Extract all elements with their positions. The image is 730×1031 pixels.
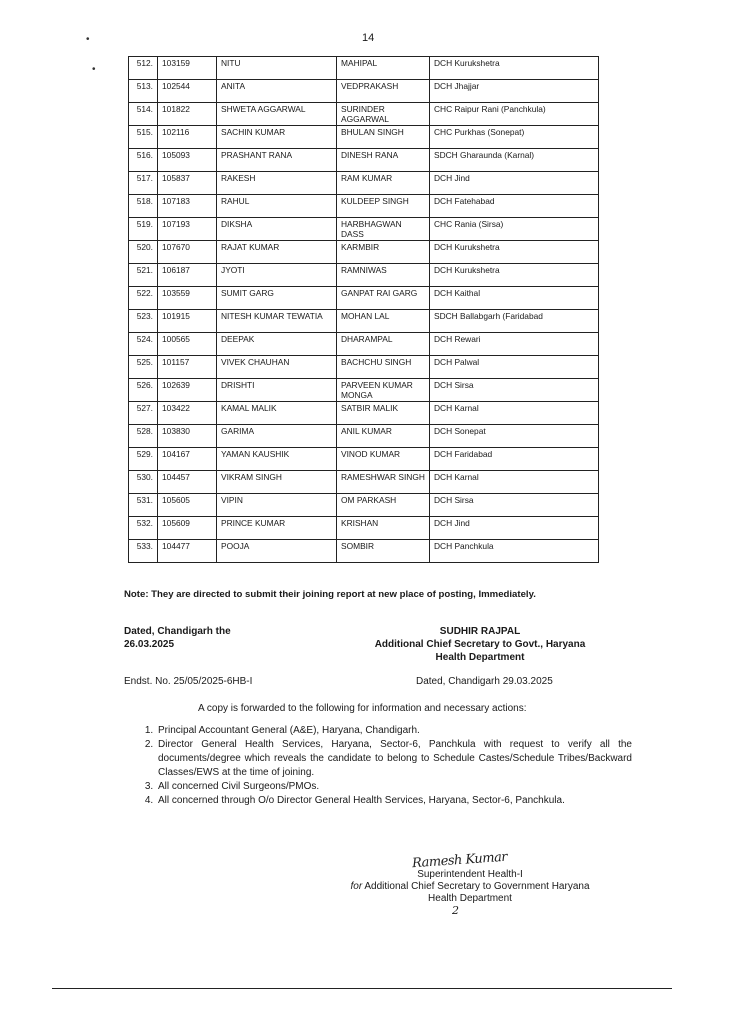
- candidate-name-cell: NITESH KUMAR TEWATIA: [217, 310, 337, 333]
- dated-line2: 26.03.2025: [124, 639, 175, 650]
- copy-intro: A copy is forwarded to the following for information and necessary actions:: [198, 703, 527, 714]
- serial-cell: 531.: [129, 494, 158, 517]
- candidate-name-cell: PRINCE KUMAR: [217, 517, 337, 540]
- posting-place-cell: DCH Jhajjar: [430, 80, 599, 103]
- candidate-name-cell: SHWETA AGGARWAL: [217, 103, 337, 126]
- serial-cell: 526.: [129, 379, 158, 402]
- father-name-cell: RAMNIWAS: [337, 264, 430, 287]
- recipients-list: [124, 724, 632, 808]
- candidate-name-cell: NITU: [217, 57, 337, 80]
- posting-place-cell: DCH Karnal: [430, 471, 599, 494]
- handwritten-initial: 2: [452, 904, 459, 917]
- endorser-department: Health Department: [428, 893, 512, 904]
- posting-place-cell: CHC Rania (Sirsa): [430, 218, 599, 241]
- father-name-cell: BHULAN SINGH: [337, 126, 430, 149]
- candidate-name-cell: RAJAT KUMAR: [217, 241, 337, 264]
- candidate-id-cell: 107193: [158, 218, 217, 241]
- candidate-id-cell: 102116: [158, 126, 217, 149]
- table-row: [129, 425, 599, 448]
- serial-cell: 532.: [129, 517, 158, 540]
- table-row: [129, 402, 599, 425]
- serial-cell: 528.: [129, 425, 158, 448]
- candidate-id-cell: 107183: [158, 195, 217, 218]
- endorsement-number: Endst. No. 25/05/2025-6HB-I: [124, 676, 253, 687]
- table-row: [129, 494, 599, 517]
- candidate-name-cell: KAMAL MALIK: [217, 402, 337, 425]
- serial-cell: 515.: [129, 126, 158, 149]
- candidate-name-cell: YAMAN KAUSHIK: [217, 448, 337, 471]
- candidate-name-cell: JYOTI: [217, 264, 337, 287]
- father-name-cell: RAMESHWAR SINGH: [337, 471, 430, 494]
- candidate-name-cell: VIKRAM SINGH: [217, 471, 337, 494]
- serial-cell: 513.: [129, 80, 158, 103]
- recipient-item: 2. Director General Health Services, Haryana, Sector-6, Panchkula with request to verify all the documents/degree which reveals the candidate to belong to Schedule Castes/Schedule Tribes/Backward Classes/EWS at the time of joining.: [156, 738, 632, 780]
- posting-place-cell: DCH Rewari: [430, 333, 599, 356]
- handwritten-signature: Ramesh Kumar: [411, 849, 508, 872]
- for-text: Additional Chief Secretary to Government Haryana: [364, 881, 590, 892]
- candidate-name-cell: PRASHANT RANA: [217, 149, 337, 172]
- candidate-id-cell: 104167: [158, 448, 217, 471]
- margin-mark: •: [92, 64, 96, 75]
- candidate-name-cell: ANITA: [217, 80, 337, 103]
- candidate-name-cell: GARIMA: [217, 425, 337, 448]
- candidate-id-cell: 105837: [158, 172, 217, 195]
- table-row: [129, 517, 599, 540]
- candidate-id-cell: 103830: [158, 425, 217, 448]
- endorser-for-line: [330, 881, 610, 893]
- margin-mark: •: [86, 34, 90, 45]
- recipient-item: 4. All concerned through O/o Director General Health Services, Haryana, Sector-6, Panchkula.: [156, 794, 632, 808]
- father-name-cell: GANPAT RAI GARG: [337, 287, 430, 310]
- posting-place-cell: DCH Sirsa: [430, 494, 599, 517]
- endorser-block: [330, 869, 610, 905]
- father-name-cell: MOHAN LAL: [337, 310, 430, 333]
- candidate-name-cell: DEEPAK: [217, 333, 337, 356]
- signatory-block: [360, 625, 600, 664]
- candidate-id-cell: 103422: [158, 402, 217, 425]
- posting-place-cell: SDCH Ballabgarh (Faridabad: [430, 310, 599, 333]
- table-row: [129, 172, 599, 195]
- candidate-id-cell: 100565: [158, 333, 217, 356]
- father-name-cell: VEDPRAKASH: [337, 80, 430, 103]
- serial-cell: 527.: [129, 402, 158, 425]
- posting-place-cell: DCH Kurukshetra: [430, 264, 599, 287]
- posting-place-cell: CHC Raipur Rani (Panchkula): [430, 103, 599, 126]
- serial-cell: 529.: [129, 448, 158, 471]
- serial-cell: 525.: [129, 356, 158, 379]
- for-prefix: for: [350, 881, 363, 892]
- endorsement-date: Dated, Chandigarh 29.03.2025: [416, 676, 553, 687]
- posting-place-cell: DCH Jind: [430, 172, 599, 195]
- table-row: [129, 241, 599, 264]
- table-row: [129, 356, 599, 379]
- candidate-id-cell: 105609: [158, 517, 217, 540]
- father-name-cell: KRISHAN: [337, 517, 430, 540]
- serial-cell: 533.: [129, 540, 158, 563]
- serial-cell: 520.: [129, 241, 158, 264]
- postings-table: [128, 56, 599, 563]
- candidate-name-cell: SUMIT GARG: [217, 287, 337, 310]
- table-row: [129, 540, 599, 563]
- table-row: [129, 218, 599, 241]
- joining-note: Note: They are directed to submit their joining report at new place of posting, Immediately.: [124, 589, 536, 600]
- candidate-id-cell: 103559: [158, 287, 217, 310]
- candidate-id-cell: 104477: [158, 540, 217, 563]
- posting-place-cell: CHC Purkhas (Sonepat): [430, 126, 599, 149]
- father-name-cell: SURINDER AGGARWAL: [337, 103, 430, 126]
- serial-cell: 514.: [129, 103, 158, 126]
- serial-cell: 522.: [129, 287, 158, 310]
- candidate-name-cell: VIPIN: [217, 494, 337, 517]
- candidate-name-cell: RAKESH: [217, 172, 337, 195]
- posting-place-cell: DCH Palwal: [430, 356, 599, 379]
- father-name-cell: RAM KUMAR: [337, 172, 430, 195]
- table-row: [129, 103, 599, 126]
- table-row: [129, 264, 599, 287]
- posting-place-cell: DCH Kurukshetra: [430, 57, 599, 80]
- father-name-cell: MAHIPAL: [337, 57, 430, 80]
- father-name-cell: PARVEEN KUMAR MONGA: [337, 379, 430, 402]
- table-row: [129, 57, 599, 80]
- candidate-id-cell: 105605: [158, 494, 217, 517]
- table-row: [129, 195, 599, 218]
- father-name-cell: OM PARKASH: [337, 494, 430, 517]
- serial-cell: 517.: [129, 172, 158, 195]
- posting-place-cell: SDCH Gharaunda (Karnal): [430, 149, 599, 172]
- posting-place-cell: DCH Kaithal: [430, 287, 599, 310]
- table-row: [129, 310, 599, 333]
- serial-cell: 519.: [129, 218, 158, 241]
- father-name-cell: DHARAMPAL: [337, 333, 430, 356]
- dated-line1: Dated, Chandigarh the: [124, 626, 231, 637]
- order-date: [124, 625, 231, 651]
- serial-cell: 524.: [129, 333, 158, 356]
- serial-cell: 516.: [129, 149, 158, 172]
- candidate-id-cell: 107670: [158, 241, 217, 264]
- page-number: 14: [362, 32, 375, 44]
- candidate-id-cell: 103159: [158, 57, 217, 80]
- candidate-id-cell: 101822: [158, 103, 217, 126]
- father-name-cell: SOMBIR: [337, 540, 430, 563]
- candidate-name-cell: SACHIN KUMAR: [217, 126, 337, 149]
- candidate-id-cell: 104457: [158, 471, 217, 494]
- table-row: [129, 80, 599, 103]
- table-row: [129, 448, 599, 471]
- signatory-designation: Additional Chief Secretary to Govt., Haryana: [374, 639, 586, 650]
- posting-place-cell: DCH Faridabad: [430, 448, 599, 471]
- candidate-name-cell: VIVEK CHAUHAN: [217, 356, 337, 379]
- signatory-department: Health Department: [435, 652, 525, 663]
- father-name-cell: KULDEEP SINGH: [337, 195, 430, 218]
- posting-place-cell: DCH Sonepat: [430, 425, 599, 448]
- table-row: [129, 379, 599, 402]
- candidate-id-cell: 101915: [158, 310, 217, 333]
- father-name-cell: HARBHAGWAN DASS: [337, 218, 430, 241]
- candidate-id-cell: 101157: [158, 356, 217, 379]
- candidate-name-cell: DRISHTI: [217, 379, 337, 402]
- candidate-name-cell: DIKSHA: [217, 218, 337, 241]
- candidate-id-cell: 105093: [158, 149, 217, 172]
- table-row: [129, 471, 599, 494]
- posting-place-cell: DCH Karnal: [430, 402, 599, 425]
- table-row: [129, 126, 599, 149]
- recipient-item: 1. Principal Accountant General (A&E), Haryana, Chandigarh.: [156, 724, 632, 738]
- table-row: [129, 333, 599, 356]
- serial-cell: 518.: [129, 195, 158, 218]
- posting-place-cell: DCH Jind: [430, 517, 599, 540]
- posting-place-cell: DCH Sirsa: [430, 379, 599, 402]
- footer-rule: [52, 988, 672, 989]
- table-row: [129, 149, 599, 172]
- table-row: [129, 287, 599, 310]
- father-name-cell: KARMBIR: [337, 241, 430, 264]
- serial-cell: 523.: [129, 310, 158, 333]
- candidate-name-cell: RAHUL: [217, 195, 337, 218]
- candidate-name-cell: POOJA: [217, 540, 337, 563]
- candidate-id-cell: 106187: [158, 264, 217, 287]
- endorser-title: Superintendent Health-I: [417, 869, 523, 880]
- father-name-cell: BACHCHU SINGH: [337, 356, 430, 379]
- recipient-item: 3. All concerned Civil Surgeons/PMOs.: [156, 780, 632, 794]
- father-name-cell: ANIL KUMAR: [337, 425, 430, 448]
- serial-cell: 530.: [129, 471, 158, 494]
- father-name-cell: VINOD KUMAR: [337, 448, 430, 471]
- signatory-name: SUDHIR RAJPAL: [439, 626, 521, 637]
- posting-place-cell: DCH Kurukshetra: [430, 241, 599, 264]
- candidate-id-cell: 102639: [158, 379, 217, 402]
- father-name-cell: SATBIR MALIK: [337, 402, 430, 425]
- father-name-cell: DINESH RANA: [337, 149, 430, 172]
- candidate-id-cell: 102544: [158, 80, 217, 103]
- serial-cell: 512.: [129, 57, 158, 80]
- posting-place-cell: DCH Fatehabad: [430, 195, 599, 218]
- serial-cell: 521.: [129, 264, 158, 287]
- posting-place-cell: DCH Panchkula: [430, 540, 599, 563]
